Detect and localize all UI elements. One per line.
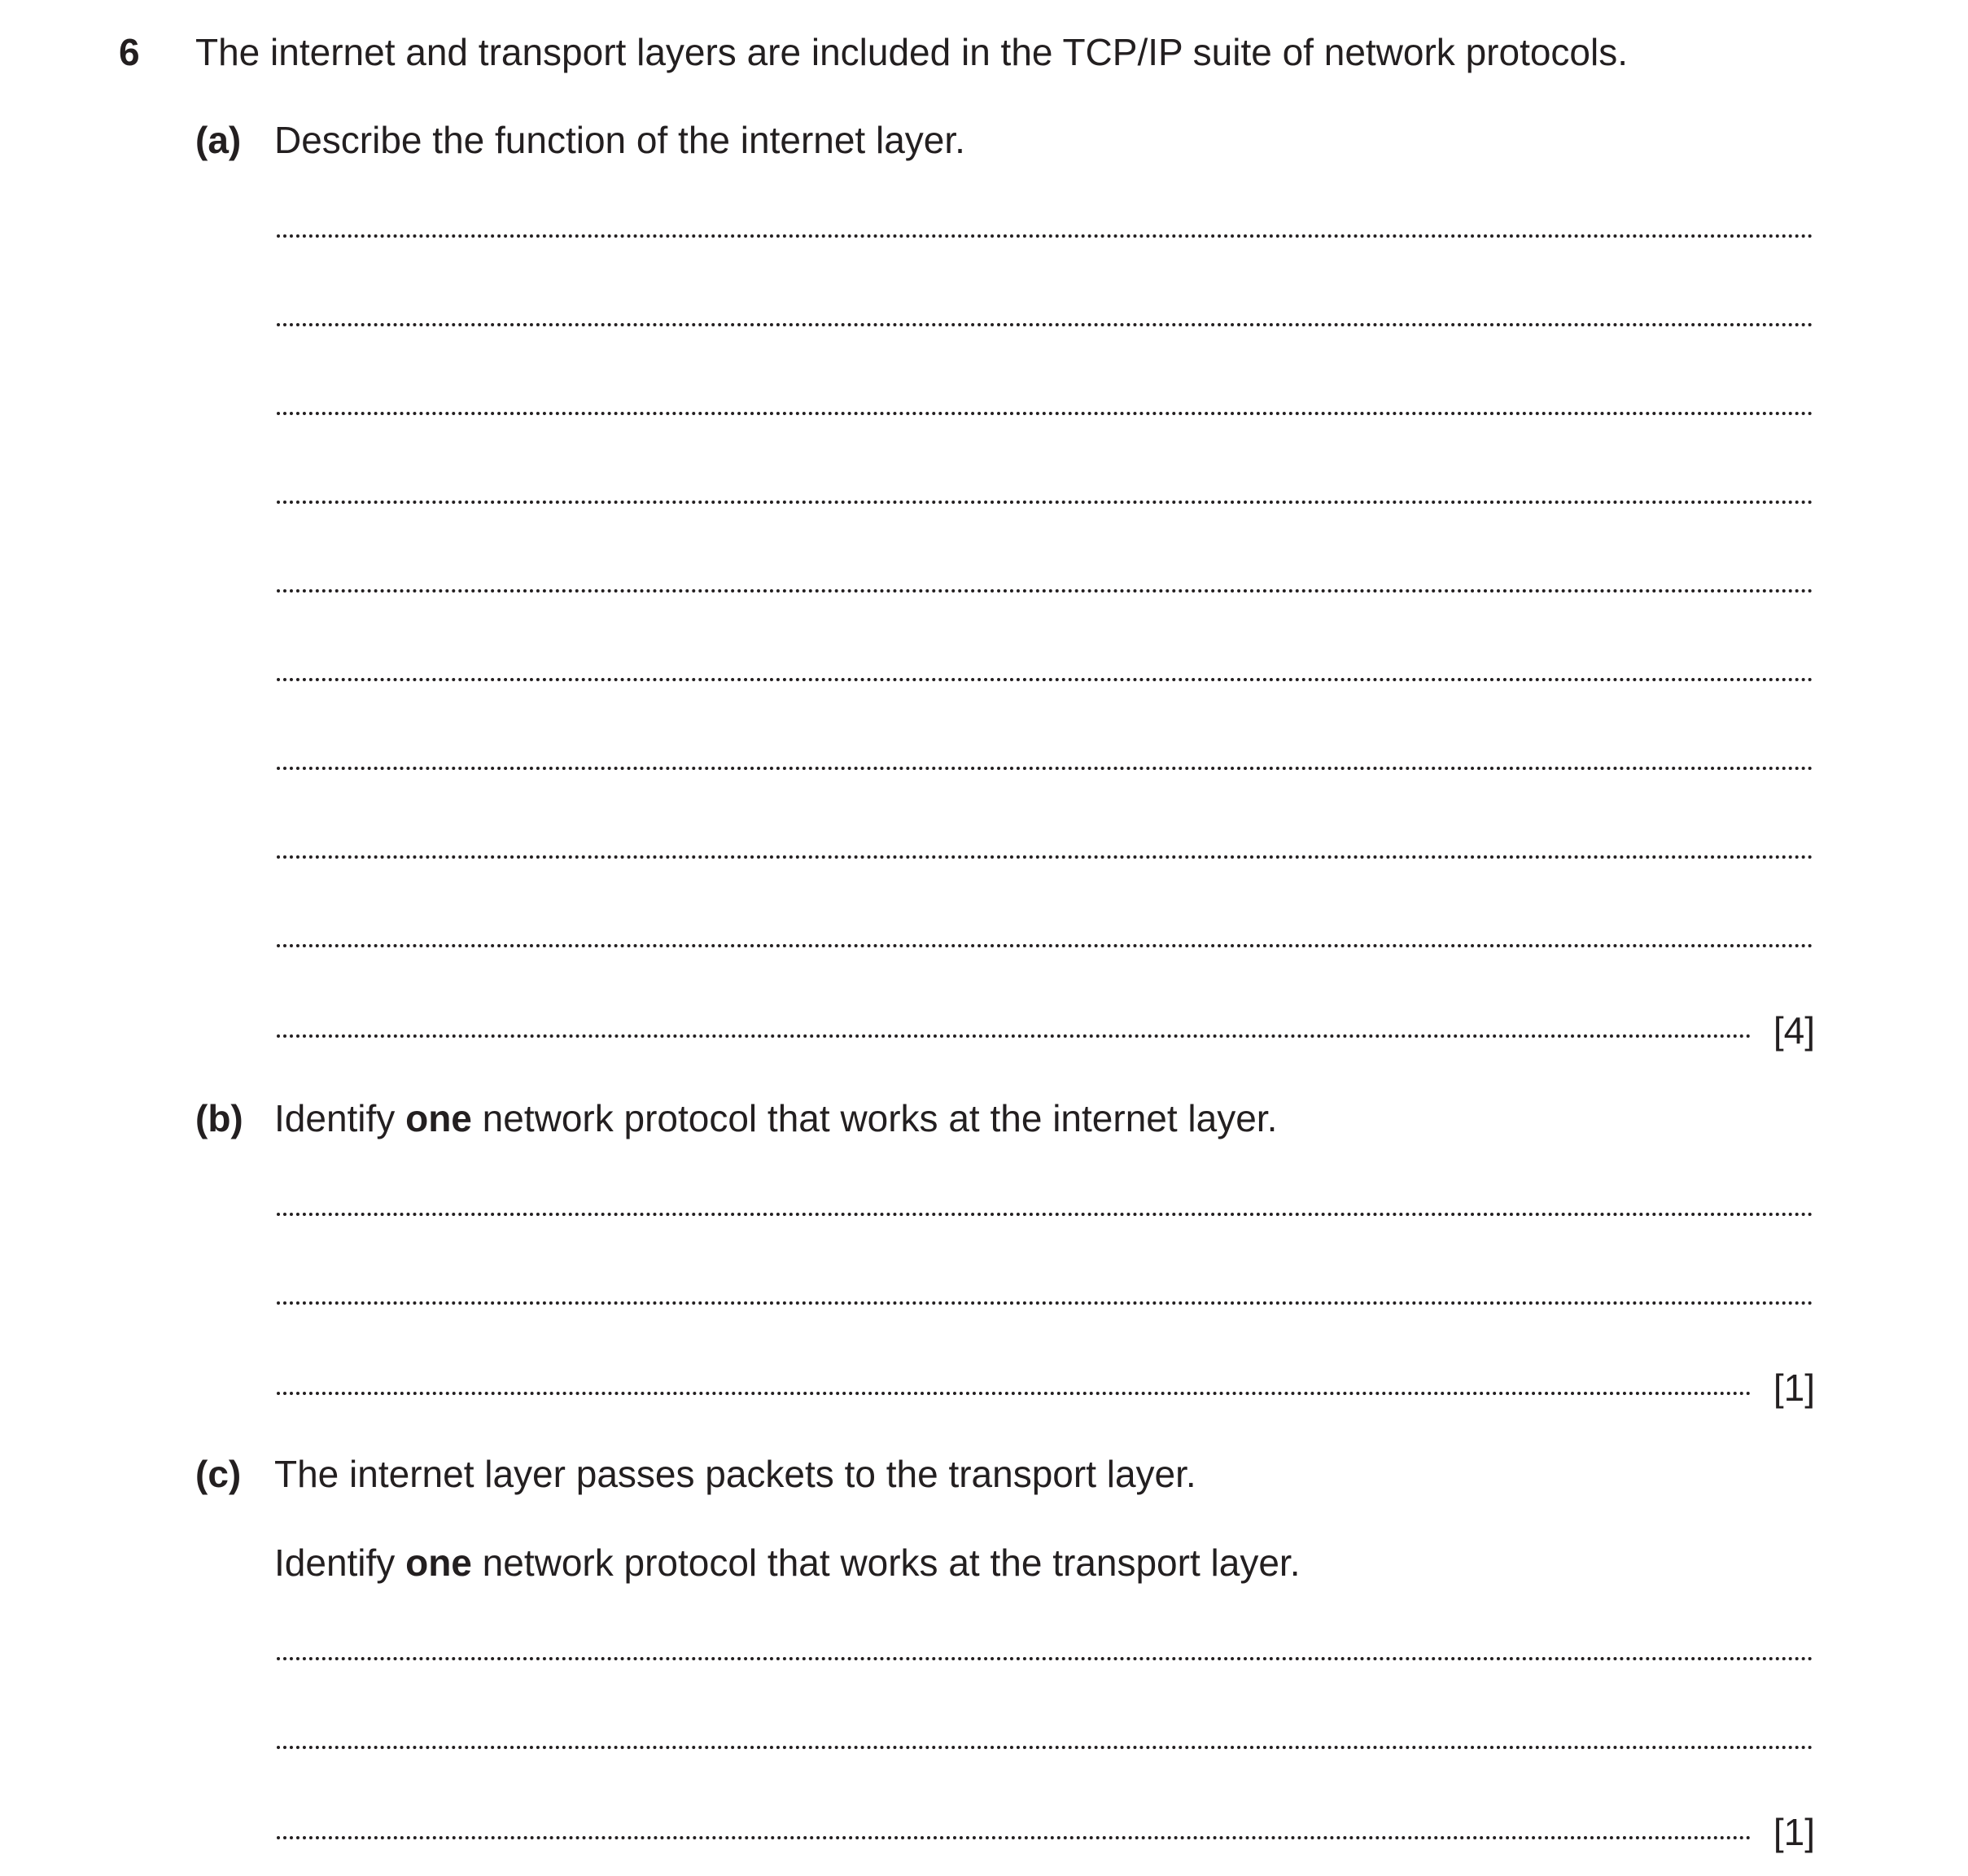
answer-line-a1[interactable] [277,234,1813,238]
answer-line-a5[interactable] [277,589,1813,593]
part-a-text: Describe the function of the internet layer. [274,119,965,161]
answer-line-a8[interactable] [277,855,1813,859]
part-c-text2-after: network protocol that works at the transport layer. [471,1541,1301,1584]
answer-line-b3[interactable] [277,1392,1752,1395]
part-c-text: The internet layer passes packets to the transport layer. [274,1453,1196,1495]
question-number: 6 [119,31,140,73]
part-c-label: (c) [195,1453,242,1495]
answer-line-c2[interactable] [277,1746,1813,1749]
question-stem: The internet and transport layers are included in the TCP/IP suite of network protocols. [195,31,1629,73]
answer-line-c1[interactable] [277,1657,1813,1660]
part-c-text2 [274,1538,1300,1587]
part-a-label: (a) [195,119,242,161]
answer-line-a4[interactable] [277,501,1813,504]
answer-line-a6[interactable] [277,678,1813,681]
part-b-marks: [1] [1773,1367,1815,1409]
part-c-text2-bold: one [405,1541,472,1584]
part-b-text-bold: one [405,1097,472,1139]
part-b-text-after: network protocol that works at the internet layer. [471,1097,1278,1139]
part-b-text [274,1094,1277,1143]
answer-line-a2[interactable] [277,323,1813,326]
answer-line-c3[interactable] [277,1836,1752,1839]
part-c-text2-before: Identify [274,1541,406,1584]
answer-line-a9[interactable] [277,944,1813,947]
answer-line-b2[interactable] [277,1301,1813,1305]
part-b-text-before: Identify [274,1097,406,1139]
part-a-marks: [4] [1773,1009,1815,1052]
answer-line-a7[interactable] [277,767,1813,770]
answer-line-b1[interactable] [277,1213,1813,1216]
answer-line-a10[interactable] [277,1034,1752,1038]
part-c-marks: [1] [1773,1811,1815,1853]
answer-line-a3[interactable] [277,412,1813,415]
part-b-label: (b) [195,1097,243,1139]
